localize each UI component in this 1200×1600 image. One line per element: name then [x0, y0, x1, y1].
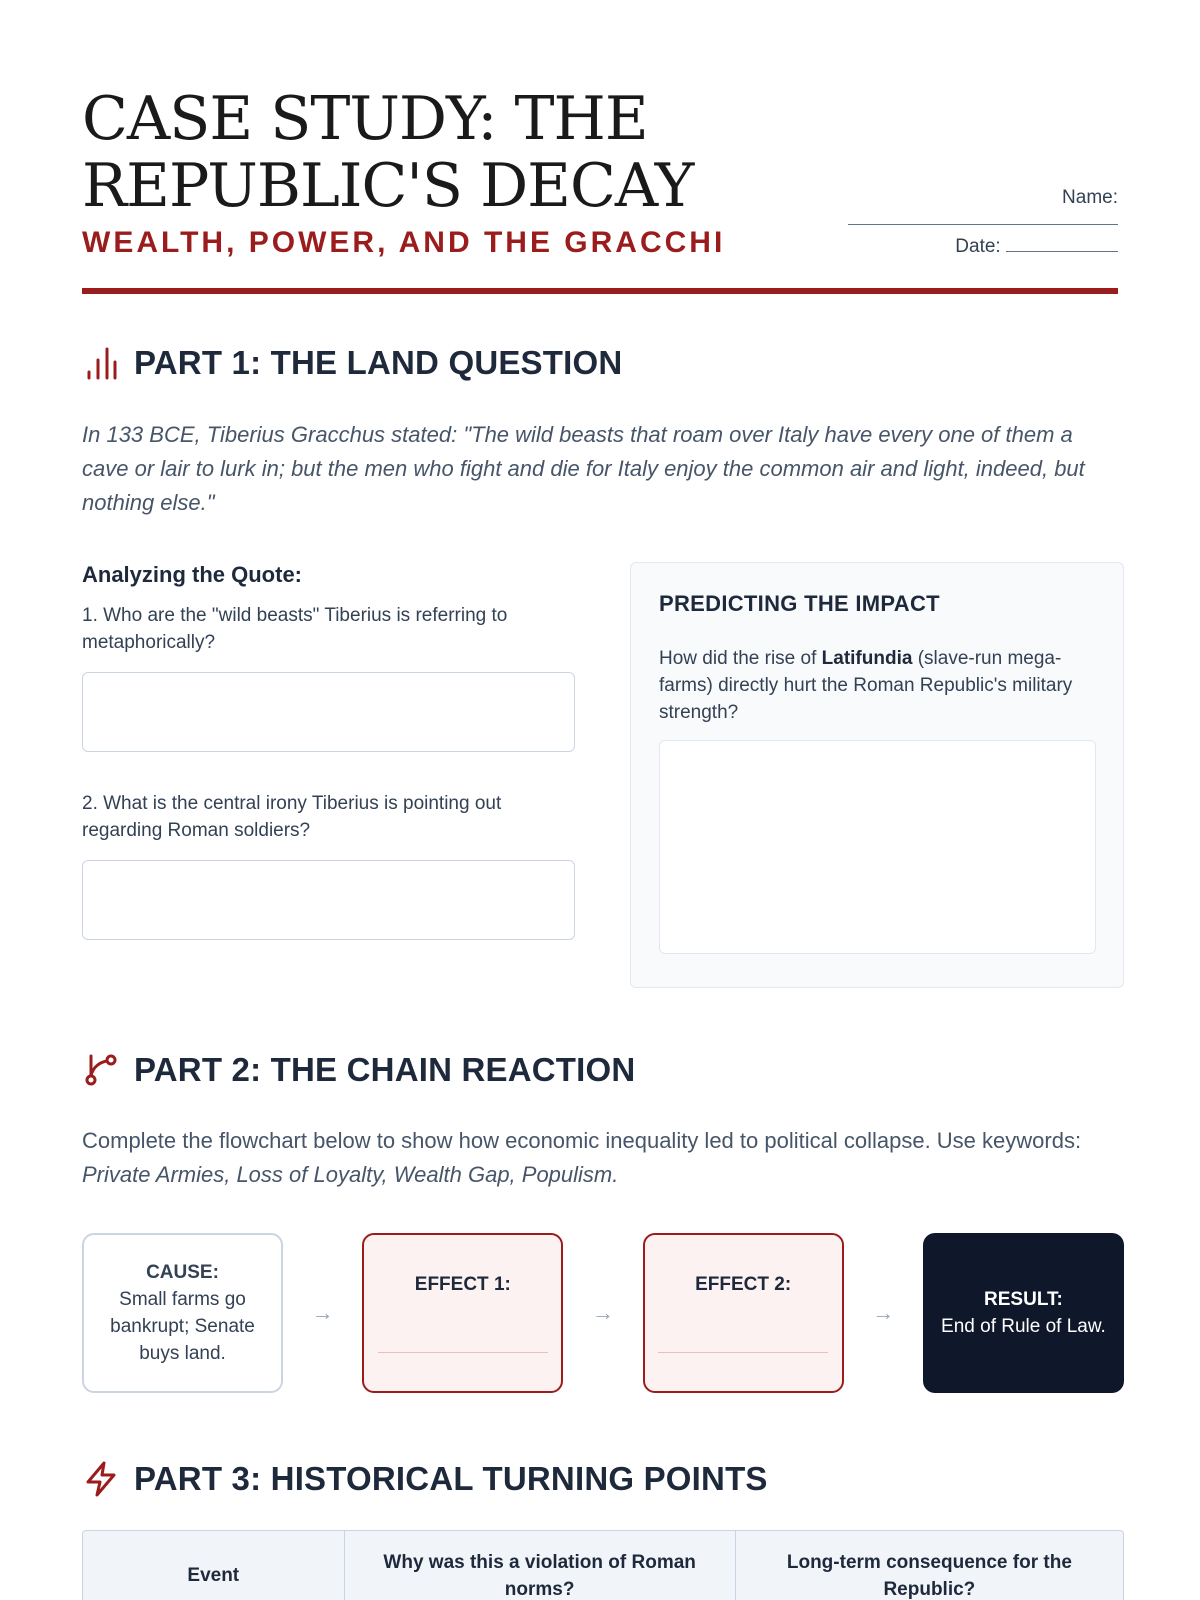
header-divider — [82, 288, 1118, 294]
flowchart — [82, 1233, 1124, 1393]
gracchus-quote: In 133 BCE, Tiberius Gracchus stated: "The wild beasts that roam over Italy have every one of them a cave or lair to lurk in; but the men who fight and die for Italy enjoy the common air and light, indeed, but nothing else." — [82, 422, 1085, 515]
part1-title: PART 1: THE LAND QUESTION — [134, 344, 623, 381]
flow-cause-box — [82, 1233, 283, 1393]
column-header-consequence: Long-term consequence for the Republic? — [786, 1551, 1072, 1600]
title-line-1: CASE STUDY: THE — [82, 84, 648, 154]
student-info — [848, 184, 1118, 260]
turning-points-table — [82, 1530, 1124, 1600]
part3-heading — [82, 1460, 768, 1498]
panel-question-end: (slave-run mega-farms) directly hurt the Roman Republic's military strength? — [659, 648, 1073, 723]
part2-heading — [82, 1051, 635, 1089]
part3-title: PART 3: HISTORICAL TURNING POINTS — [134, 1460, 768, 1497]
latifundia-term: Latifundia — [821, 648, 913, 669]
column-header-event: Event — [83, 1531, 345, 1600]
arrow-right-icon: → — [591, 1300, 614, 1325]
worksheet-header — [82, 86, 1118, 296]
panel-question — [659, 645, 1095, 726]
arrow-right-icon: → — [311, 1300, 334, 1325]
title-line-2: REPUBLIC'S DECAY — [82, 151, 694, 221]
question-2: 2. What is the central irony Tiberius is pointing out regarding Roman soldiers? — [82, 793, 502, 841]
git-branch-icon — [82, 1051, 120, 1089]
instructions-keywords: Private Armies, Loss of Loyalty, Wealth Gap, Populism. — [82, 1162, 619, 1187]
panel-title: PREDICTING THE IMPACT — [659, 591, 940, 616]
result-label: RESULT: — [984, 1289, 1063, 1310]
analyzing-quote-section — [82, 562, 575, 940]
part2-title: PART 2: THE CHAIN REACTION — [134, 1051, 636, 1088]
arrow-right-icon: → — [872, 1300, 895, 1325]
panel-answer-box[interactable] — [659, 740, 1096, 954]
analyzing-title: Analyzing the Quote: — [82, 562, 302, 587]
flow-result-box — [923, 1233, 1124, 1393]
question-1: 1. Who are the "wild beasts" Tiberius is referring to metaphorically? — [82, 605, 508, 653]
column-header-violation: Why was this a violation of Roman norms? — [345, 1531, 736, 1600]
instructions-text: Complete the flowchart below to show how economic inequality led to political collapse. Use keywords: — [82, 1128, 1082, 1153]
name-label: Name: — [1062, 187, 1118, 208]
cause-text: Small farms go bankrupt; Senate buys land. — [110, 1289, 255, 1364]
result-text: End of Rule of Law. — [941, 1316, 1106, 1337]
bar-chart-icon — [82, 344, 120, 382]
date-label: Date: — [955, 236, 1001, 257]
lightning-icon — [82, 1460, 120, 1498]
panel-question-start: How did the rise of — [659, 648, 822, 669]
flow-effect2-box[interactable] — [643, 1233, 844, 1393]
predicting-impact-panel — [630, 562, 1124, 988]
effect2-blank[interactable] — [658, 1352, 828, 1353]
cause-label: CAUSE: — [146, 1262, 219, 1283]
part1-heading — [82, 344, 622, 382]
date-row — [848, 233, 1118, 260]
name-field[interactable] — [848, 211, 1118, 225]
flowchart-instructions — [82, 1124, 1118, 1192]
flow-effect1-box[interactable] — [362, 1233, 563, 1393]
effect1-blank[interactable] — [378, 1352, 548, 1353]
page-subtitle: WEALTH, POWER, AND THE GRACCHI — [82, 226, 726, 259]
date-field[interactable] — [1006, 236, 1118, 252]
effect2-label: EFFECT 2: — [695, 1274, 792, 1295]
effect1-label: EFFECT 1: — [414, 1274, 511, 1295]
answer-box-1[interactable] — [82, 672, 575, 752]
answer-box-2[interactable] — [82, 860, 575, 940]
